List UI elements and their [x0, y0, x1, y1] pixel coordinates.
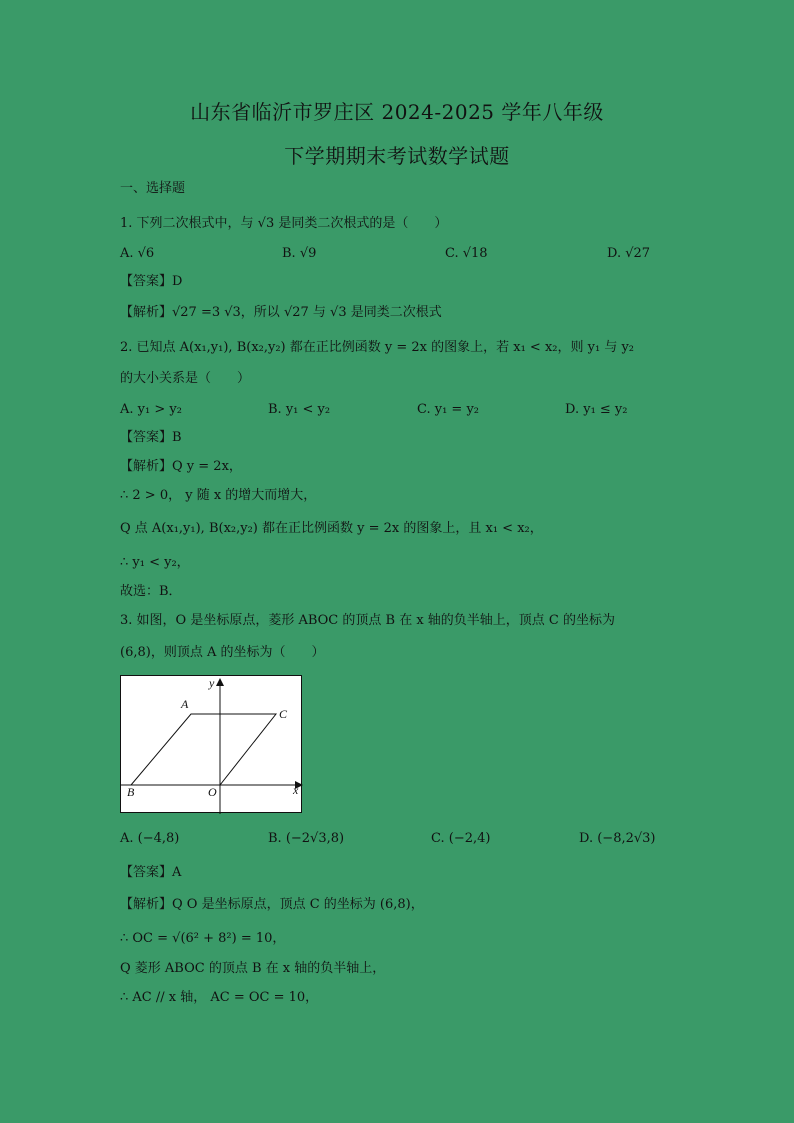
q3-analysis-1: 【解析】Q O 是坐标原点，顶点 C 的坐标为 (6,8)， [120, 897, 424, 912]
label-y: y [209, 676, 215, 690]
label-x: x [293, 783, 299, 797]
q1-option-a: A. √6 [120, 246, 155, 261]
q2-answer: 【答案】B [120, 430, 182, 445]
q2-analysis-3: Q 点 A(x₁,y₁), B(x₂,y₂) 都在正比例函数 y = 2x 的图象上，且 x₁ < x₂， [120, 521, 543, 536]
q1-stem: 1. 下列二次根式中，与 √3 是同类二次根式的是（ ） [120, 216, 448, 231]
q3-analysis-3: Q 菱形 ABOC 的顶点 B 在 x 轴的负半轴上， [120, 961, 386, 976]
q3-option-a: A. (−4,8) [120, 831, 180, 846]
section-heading: 一、选择题 [120, 181, 186, 196]
q2-analysis-4: ∴ y₁ < y₂， [120, 555, 190, 570]
q2-analysis-1: 【解析】Q y = 2x， [120, 459, 242, 474]
q1-option-c: C. √18 [445, 246, 488, 261]
q3-option-c: C. (−2,4) [431, 831, 491, 846]
q3-analysis-4: ∴ AC // x 轴， AC = OC = 10， [120, 990, 319, 1005]
label-a: A [181, 697, 189, 711]
q2-option-b: B. y₁ < y₂ [268, 402, 331, 417]
q3-analysis-2: ∴ OC = √(6² + 8²) = 10， [120, 931, 286, 946]
q2-option-d: D. y₁ ≤ y₂ [565, 402, 628, 417]
q2-option-a: A. y₁ > y₂ [120, 402, 182, 417]
q3-stem-continued: (6,8)，则顶点 A 的坐标为（ ） [120, 645, 325, 660]
q2-option-c: C. y₁ = y₂ [417, 402, 480, 417]
label-b: B [127, 785, 135, 799]
label-o: O [208, 785, 217, 799]
q3-stem: 3. 如图，O 是坐标原点，菱形 ABOC 的顶点 B 在 x 轴的负半轴上，顶点 C 的坐标为 [120, 613, 616, 628]
y-axis-arrow [216, 678, 224, 686]
q2-stem-continued: 的大小关系是（ ） [120, 371, 251, 386]
q3-answer: 【答案】A [120, 865, 182, 880]
q2-analysis-5: 故选：B． [120, 584, 182, 599]
rhombus-abo [131, 714, 276, 785]
q2-analysis-2: ∴ 2 > 0， y 随 x 的增大而增大， [120, 488, 317, 503]
q3-option-b: B. (−2√3,8) [268, 831, 345, 846]
title-line-1: 山东省临沂市罗庄区 2024-2025 学年八年级 [190, 100, 604, 124]
q1-option-b: B. √9 [282, 246, 317, 261]
q3-option-d: D. (−8,2√3) [579, 831, 656, 846]
rhombus-figure [120, 675, 302, 813]
q1-analysis: 【解析】√27 =3 √3，所以 √27 与 √3 是同类二次根式 [120, 305, 442, 320]
q1-answer: 【答案】D [120, 274, 183, 289]
label-c: C [279, 707, 288, 721]
q2-stem: 2. 已知点 A(x₁,y₁), B(x₂,y₂) 都在正比例函数 y = 2x 的图象上，若 x₁ < x₂，则 y₁ 与 y₂ [120, 340, 635, 355]
title-line-2: 下学期期末考试数学试题 [284, 144, 510, 168]
q1-option-d: D. √27 [607, 246, 651, 261]
